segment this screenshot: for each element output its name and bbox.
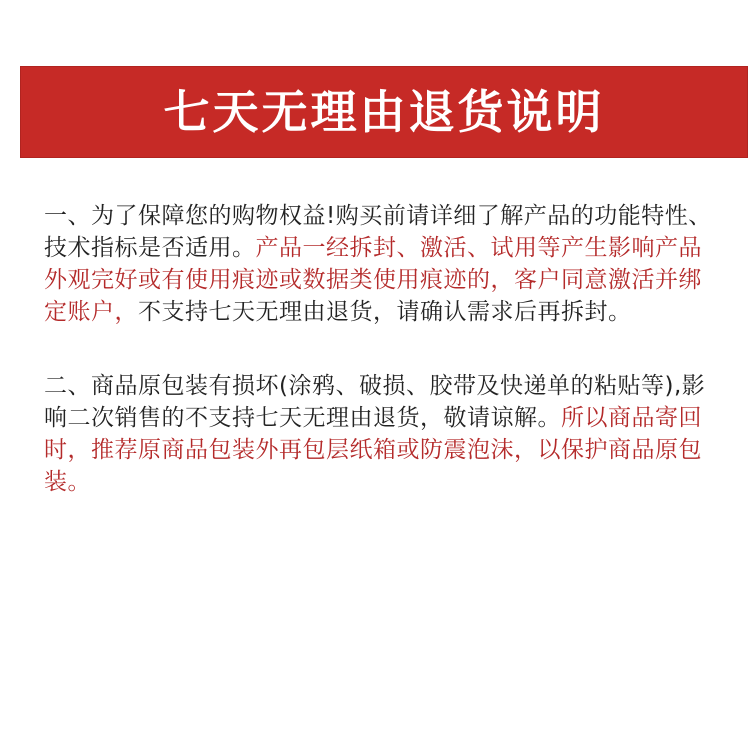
return-policy-section-2 [44, 370, 720, 498]
page-title: 七天无理由退货说明 [163, 85, 605, 139]
section-2-normal-text: 二、商品原包装有损坏(涂鸦、破损、胶带及快递单的粘贴等),影响二次销售的不支持七天无理由退货，敬请谅解。 [44, 373, 706, 431]
section-2-highlight-text: 所以商品寄回时，推荐原商品包装外再包层纸箱或防震泡沫，以保护商品原包装。 [44, 405, 702, 495]
return-policy-section-1 [44, 200, 720, 328]
title-banner [20, 66, 748, 158]
section-1-highlight-text: 产品一经拆封、激活、试用等产生影响产品外观完好或有使用痕迹或数据类使用痕迹的，客户同意激活并绑定账户， [44, 235, 702, 325]
section-1-trailing-text: 不支持七天无理由退货，请确认需求后再拆封。 [138, 299, 632, 325]
section-1-normal-text: 一、为了保障您的购物权益!购买前请详细了解产品的功能特性、技术指标是否适用。 [44, 203, 712, 261]
